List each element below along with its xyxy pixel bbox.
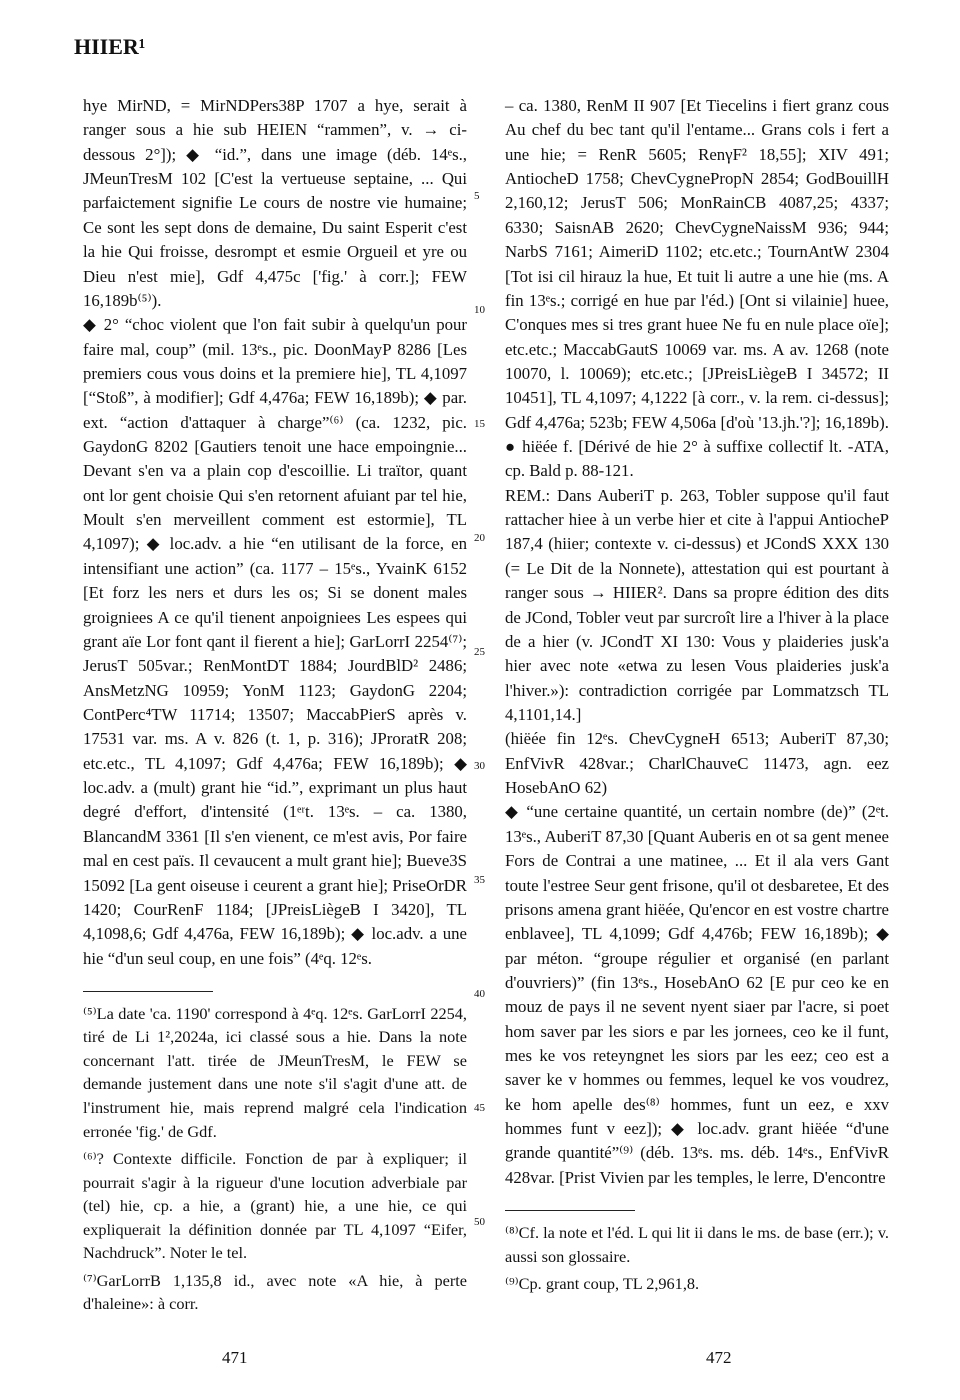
footnote-7: ⁽⁷⁾GarLorrB 1,135,8 id., avec note «A hie, à perte d'haleine»: à corr. [83,1270,467,1314]
right-column [505,94,889,1300]
footnote-separator [83,991,213,992]
line-number: 40 [474,988,485,1000]
line-number: 5 [474,190,480,202]
line-number: 50 [474,1216,485,1228]
left-column [83,94,467,1320]
line-number: 10 [474,304,485,316]
footnote-separator [505,1210,635,1211]
left-column-body: hye MirND, = MirNDPers38P 1707 a hye, serait à ranger sous a hie sub HEIEN “rammen”, v. → ci-dessous 2°]); ◆ “id.”, dans une image (déb. 14ᵉs., JMeunTresM 102 [C'est la vertueuse septaine, ... Qui parfaictement signifie Le cours de nostre vie humaine; Ce sont les sept dons de demaine, Du saint Esperit c'est la hie Qui froisse, desrompt et esmie Orgueil et yre ou Dieu n'est mie], Gdf 4,475c ['fig.' à corr.]; FEW 16,189b⁽⁵⁾). ◆ 2° “choc violent que l'on fait subir à quelqu'un pour faire mal, coup” (mil. 13ᵉs., pic. DoonMayP 8286 [Les premiers cous vous doins et la premiere hie], TL 4,1097 [“Stoß”, à modifier]; Gdf 4,476a; FEW 16,189b); ◆ par. ext. “action d'attaquer à charge”⁽⁶⁾ (ca. 1232, pic. GaydonG 8202 [Gautiers tenoit une hace empoingnie... Devant s'en va a plain cop d'escoillie. Li traïtor, quant ont lor gent choisie Qui s'en retornent afuiant par tel hie, Moult s'en merveillent comment est estormie], TL 4,1097); ◆ loc.adv. a hie “en utilisant de la force, en intensifiant une action” (ca. 1177 – 15ᵉs., YvainK 6152 [Et forz les ners et durs les os; Si se donent males groigniees A ce qu'il tienent anpoigniees Les espees qui grant aïe Lor font qant il fierent a hie]; GarLorrI 2254⁽⁷⁾; JerusT 505var.; RenMontDT 1884; JourdBlD² 2486; AnsMetzNG 10959; YonM 1123; GaydonG 2204; ContPerc⁴TW 11714; 13507; MaccabPierS après v. 17531 var. ms. A v. 826 (t. 1, p. 316); JProratR 208; etc.etc., TL 4,1097; Gdf 4,476a; FEW 16,189b); ◆ loc.adv. a (mult) grant hie “id.”, exprimant un plus haut degré d'effort, d'intensité (1ᵉʳt. 13ᵉs. – ca. 1380, BlancandM 3361 [Il s'en vienent, ce m'est avis, Por faire mal en cest païs. Il cevaucent a mult grant hie]; Bueve3S 15092 [La gent oiseuse i ceurent a grant hie]; PriseOrDR 1420; CourRenF 1184; [JPreisLiègeB I 3420], TL 4,1098,6; Gdf 4,476a, FEW 16,189b); ◆ loc.adv. a une hie “d'un seul coup, en une fois” (4ᵉq. 12ᵉs. [83,96,467,968]
footnote-8: ⁽⁸⁾Cf. la note et l'éd. L qui lit ii dans le ms. de base (err.); v. aussi son glossaire. [505,1223,889,1266]
line-number: 25 [474,646,485,658]
page-number-left: 471 [222,1348,248,1367]
footnote-5: ⁽⁵⁾La date 'ca. 1190' correspond à 4ᵉq. 12ᵉs. GarLorrI 2254, tiré de Li 1²,2024a, ici classé sous a hie. Dans la note concernant l'att. tirée de JMeunTresM, le FEW se demande justement dans une note s'il s'agit d'une att. de l'instrument hie, mais reprend malgré cela l'indication erronée 'fig.' de Gdf. [83,1003,467,1141]
left-footnotes [83,1002,467,1316]
line-number: 30 [474,760,485,772]
line-number: 45 [474,1102,485,1114]
right-column-body: – ca. 1380, RenM II 907 [Et Tiecelins i fiert granz cous Au chef du bec tant qu'il l'entame... Grans cols i fert a une hie; = RenR 5605; RenγF² 18,55]; XIV 491; AntiocheD 1758; ChevCygnePropN 2854; GodBouillH 2,160,12; JerusT 506; MonRainCB 4087,25; 4337; 6330; SaisnAB 2620; ChevCygneNaissM 936; 944; NarbS 7161; AimeriD 1102; etc.etc.; TournAntW 2304 [Tot isi cil hirauz la hue, Et tuit li autre a une hie (ms. A fin 13ᵉs.; corrigé en hue par l'éd.) [Ont si vilainie] huee, C'onques mes si tres grant huee Ne fu en nule place oïe]; etc.etc.; MaccabGautS 10069 var. ms. A av. 1268 (note 10070, l. 10069); etc.etc.; [JPreisLiègeB I 34572; II 10451], TL 4,1097; 4,1222 [à corr., v. la rem. ci-dessus]; Gdf 4,476a; 523b; FEW 4,506a [d'où '13.jh.'?]; 16,189b). ● hiëée f. [Dérivé de hie 2° à suffixe collectif lt. -ATA, cp. Bald p. 88-121. REM.: Dans AuberiT p. 263, Tobler suppose qu'il faut rattacher hiee à un verbe hier et cite à l'appui AntiocheP 187,4 (hiier; contexte v. ci-dessus) et JCondS XXX 130 (= Le Dit de la Nonnete), attestation qui est pourtant à ranger sous → HIIER². Dans sa propre édition des dits de JCond, Tobler veut par surcroît lire a l'hiver à la place de a hier (v. JCondT XI 130: Vous y plaideries jusk'a hier avec note «etwa zu lesen Vous plaideries jusk'a l'hiver.»): contradiction corrigée par Lommatzsch TL 4,1101,14.] (hiëée fin 12ᵉs. ChevCygneH 6513; AuberiT 87,30; EnfVivR 428var.; CharlChauveC 11473, agn. eez HosebAnO 62) ◆ “une certaine quantité, un certain nombre (de)” (2ᵉt. 13ᵉs., AuberiT 87,30 [Quant Auberis en ot sa gent menee Fors de Contrai a une matinee, ... Et il ala vers Gant toute l'estree Seur gent frisone, qu'il ot desbaretee, Et des prisons amena grant hiëée, Qu'encor en est vostre chartre enblavee], TL 4,1099; Gdf 4,476b; FEW 16,189b); ◆ par méton. “groupe régulier et organisé (en parlant d'ouvriers)” (fin 13ᵉs., HosebAnO 62 [E pur ceo ke en mouz de pays il ne sevent nyent siaer par l'acre, si poet hom saver par les siors e par les jornees, ceo ke il funt, mes ke vos reteyngnet les siors par les eez; ceo est a saver ke v hommes ou femmes, lequel ke vos voudrez, ke hom apelle des⁽⁸⁾ hommes, funt un eez, e xxv hommes funt v eez]); ◆ loc.adv. grant hiëée “d'une grande quantité”⁽⁹⁾ (déb. 13ᵉs. ms. déb. 14ᵉs., EnfVivR 428var. [Prist Vivien par les temples, le lerre, D'encontre [505,96,889,1187]
line-number: 15 [474,418,485,430]
page-title: HIIER¹ [74,34,146,59]
footnote-6: ⁽⁶⁾? Contexte difficile. Fonction de par à expliquer; il pourrait s'agir à la rigueur d'une locution adverbiale par (tel) hie, cp. a hie, a (grant) hie, a une hie, ce qui expliquerait la définition donnée par TL 4,1097 “Eifer, Nachdruck”. Noter le tel. [83,1149,467,1263]
line-number: 20 [474,532,485,544]
footnote-9: ⁽⁹⁾Cp. grant coup, TL 2,961,8. [505,1274,700,1294]
line-number: 35 [474,874,485,886]
right-footnotes [505,1221,889,1296]
page-number-right: 472 [706,1348,732,1367]
